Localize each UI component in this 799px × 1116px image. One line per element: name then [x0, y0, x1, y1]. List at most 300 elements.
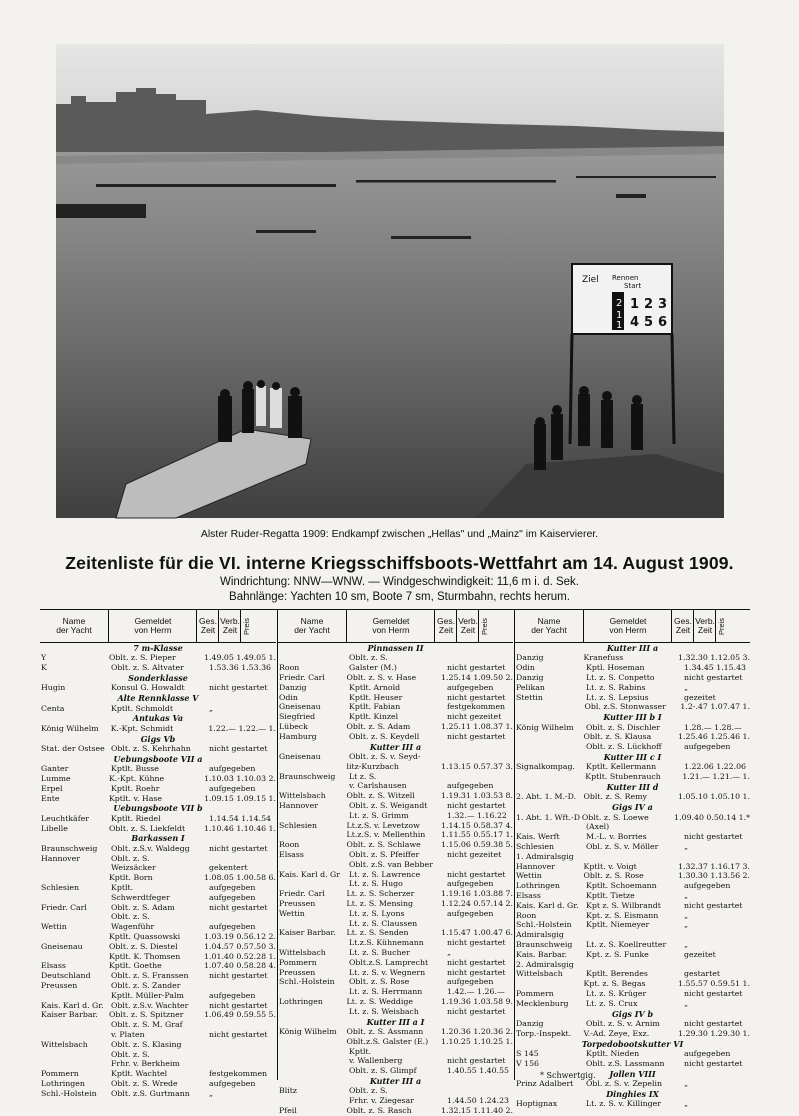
header-name: Name der Yacht [531, 616, 567, 635]
class-heading: Pinnassen II [367, 643, 424, 653]
entrant-name: Oblt. z. S. Lückhoff [586, 742, 662, 752]
result-times: „ [684, 841, 689, 851]
table-row [278, 860, 513, 870]
entrant-name: Oblt. z. S. Adam [346, 721, 411, 731]
yacht-name: König Wilhelm [516, 722, 574, 732]
result-times: 1.2-.47 1.07.47 1. [680, 702, 750, 712]
rows-column-2 [278, 643, 513, 1116]
header-gemeldet: Gemeldet von Herrn [108, 610, 197, 642]
yacht-name: Pfeil [279, 1105, 297, 1115]
entrant-name: Kptlt. Berendes [586, 969, 648, 979]
table-row [40, 912, 276, 922]
yacht-name [40, 893, 111, 903]
result-times: 1.40.55 1.40.55 [447, 1066, 509, 1076]
result-times: nicht gestartet [447, 938, 506, 948]
class-heading: Kutter III a [606, 643, 659, 653]
header-verb-zeit: Verb. Zeit [218, 610, 241, 642]
entrant-name [586, 930, 684, 940]
page-title: Zeitenliste für die VI. interne Kriegsschiffsboots-Wettfahrt am 14. August 1909. [65, 553, 734, 573]
result-times: nicht gezeitet [447, 712, 502, 722]
table-row [40, 1001, 276, 1011]
table-row [278, 1096, 513, 1106]
result-times: 1.09.40 0.50.14 1.* [674, 812, 750, 822]
header-verb-zeit: Verb. Zeit [456, 610, 479, 642]
result-times: 1.25.14 1.09.50 2. [441, 673, 513, 682]
result-times: nicht gestartet [209, 1000, 268, 1010]
entrant-name: Oblt. z. S. Altvater [111, 663, 184, 673]
result-times: 1.04.57 0.57.50 3. [204, 941, 276, 951]
entrant-name: Kptlt. v. Voigt [583, 861, 637, 871]
table-row [515, 653, 750, 663]
result-times [684, 960, 750, 970]
class-heading: Antukas Va [132, 713, 184, 724]
result-times: aufgegeben [209, 922, 256, 932]
table-row [515, 772, 750, 782]
table-row [40, 961, 276, 971]
entrant-name: Lt. z. S. Grimm [349, 810, 409, 820]
result-times: 1.32.37 1.16.17 3. [678, 861, 750, 871]
result-times: nicht gezeitet [447, 849, 502, 859]
entrant-name: Kranefuss [583, 653, 624, 663]
result-times: aufgegeben [447, 977, 494, 987]
yacht-name: Braunschweig [279, 771, 336, 781]
table-row [40, 764, 276, 774]
table-row [515, 1049, 750, 1059]
entrant-name: Oblt. z. S. M. Graf [111, 1020, 183, 1030]
header-ges-zeit: Ges. Zeit [671, 610, 694, 642]
yacht-name [278, 781, 349, 791]
entrant-name: Weizsäcker [111, 863, 156, 873]
yacht-name: König Wilhelm [279, 1026, 337, 1036]
result-times: nicht gestartet [447, 1006, 506, 1016]
yacht-name: Roon [516, 910, 537, 920]
result-times [209, 1059, 276, 1069]
table-row [40, 1020, 276, 1030]
result-times: 1.19.36 1.03.58 9. [441, 996, 513, 1006]
result-times: nicht gestartet [209, 744, 268, 754]
yacht-name [278, 1096, 349, 1106]
table-row [40, 1059, 276, 1069]
board-num-4: 4 [630, 315, 640, 330]
result-times: nicht gestartet [684, 673, 743, 682]
result-times: aufgegeben [684, 1048, 731, 1058]
table-row [278, 653, 513, 663]
result-times [447, 653, 513, 663]
result-times: nicht gestartet [209, 971, 268, 981]
column-header [40, 610, 276, 643]
table-row [278, 958, 513, 968]
entrant-name: Oblt. z. S. Klausa [583, 732, 652, 742]
photo-caption: Alster Ruder-Regatta 1909: Endkampf zwischen „Hellas" und „Mainz" im Kaiservierer. [200, 528, 599, 540]
result-times: nicht gestartet [447, 1056, 506, 1066]
yacht-name: Schlesien [516, 841, 554, 851]
entrant-name: Oblt. z. S. [349, 653, 388, 663]
yacht-name: Danzig [516, 653, 544, 663]
table-row [40, 981, 276, 991]
table-row [278, 811, 513, 821]
table-row [515, 969, 750, 979]
table-row [515, 732, 750, 742]
result-times: nicht gestartet [447, 692, 506, 702]
result-times: 1.53.36 1.53.36 [209, 663, 271, 673]
yacht-name: Kaiser Barbar. [41, 1010, 98, 1020]
table-row [40, 814, 276, 824]
result-times: 1.07.40 0.58.28 4. [204, 961, 276, 971]
yacht-name: Friedr. Carl [279, 889, 325, 899]
header-ges-zeit: Ges. Zeit [196, 610, 219, 642]
result-times: nicht gestartet [684, 832, 743, 842]
yacht-name: Lothringen [516, 881, 560, 891]
yacht-name [515, 822, 586, 832]
entrant-name: Oblt. z. S. Adam [111, 902, 175, 912]
result-times: 1.11.55 0.55.17 1. [441, 830, 513, 840]
entrant-name: Lt. z. S. Herrmann [349, 987, 423, 997]
yacht-name: Pelikan [516, 682, 545, 692]
entrant-name: Lt. z. S. Lawrence [349, 869, 421, 879]
class-heading: Uebungsboote VII a [113, 753, 203, 764]
result-times: gekentert [209, 863, 248, 873]
result-times: nicht gestartet [447, 731, 506, 741]
entrant-name: Kptl. Hoseman [586, 663, 645, 673]
table-row [40, 883, 276, 893]
table-row [515, 663, 750, 673]
entrant-name: Oblt. z. S. Rose [583, 871, 644, 881]
table-row [515, 930, 750, 940]
table-row [40, 774, 276, 784]
table-row [515, 979, 750, 989]
yacht-name: Lothringen [279, 996, 323, 1006]
table-row [278, 693, 513, 703]
yacht-name [278, 879, 349, 889]
yacht-name: Stettin [516, 692, 543, 702]
entrant-name: Oblt. z. S. Spitzner [108, 1010, 184, 1020]
entrant-name [586, 960, 684, 970]
table-row [515, 832, 750, 842]
yacht-name: Friedr. Carl [41, 902, 87, 912]
board-num-5: 5 [644, 315, 654, 330]
yacht-name: Preussen [279, 898, 316, 908]
yacht-name [40, 873, 109, 883]
table-row [278, 673, 513, 683]
result-times: 1.14.54 1.14.54 [209, 813, 271, 823]
result-times: 1.32.— 1.16.22 [447, 810, 507, 820]
result-times: festgekommen [447, 702, 506, 712]
class-heading: Kutter III a I [366, 1016, 425, 1027]
table-row [40, 1040, 276, 1050]
result-times [209, 1020, 276, 1030]
result-times [447, 919, 513, 929]
yacht-name [515, 772, 585, 782]
table-row [515, 940, 750, 950]
table-row [278, 919, 513, 929]
entrant-name: Oblt. z. S. Franssen [111, 971, 189, 981]
yacht-name [40, 1020, 111, 1030]
result-times: nicht gestartet [209, 843, 268, 853]
entrant-name: K.-Kpt. Schmidt [110, 723, 174, 733]
yacht-name [278, 762, 347, 772]
result-times [684, 930, 750, 940]
yacht-name: Friedr. Carl [279, 673, 325, 682]
entrant-name: Oblt. z.S. Gurtmann [111, 1088, 190, 1098]
yacht-name [278, 919, 349, 929]
table-row [40, 971, 276, 981]
entrant-name: Kpt. z. S. Begas [583, 979, 646, 989]
entrant-name: Frhr. v. Ziegesar [349, 1096, 414, 1106]
entrant-name: Frhr. v. Berkheim [111, 1059, 180, 1069]
result-times: 1.29.30 1.29.30 1. [678, 1028, 750, 1038]
yacht-name [40, 863, 111, 873]
result-times: 1.44.50 1.24.23 [447, 1096, 509, 1106]
yacht-name: K [41, 663, 47, 673]
table-row [40, 704, 276, 714]
table-row [278, 1047, 513, 1057]
table-row [278, 909, 513, 919]
table-row [515, 822, 750, 832]
result-times: nicht gestartet [447, 869, 506, 879]
entrant-name: Kptlt. Schmoldt [111, 703, 173, 713]
table-row [40, 952, 276, 962]
header-preis [715, 610, 728, 642]
table-row [278, 870, 513, 880]
table-row [278, 1066, 513, 1076]
table-row [515, 673, 750, 683]
entrant-name: Lt. z. S. v. Wegnern [349, 967, 426, 977]
entrant-name: Oblt. z. S. Witzell [346, 791, 415, 801]
result-times: nicht gestartet [684, 1058, 743, 1068]
class-heading: 7 m-Klasse [133, 643, 183, 653]
entrant-name: Oblt. z. S. v. Arnim [586, 1018, 660, 1028]
yacht-name [278, 860, 349, 870]
entrant-name: Kptlt. Nieden [586, 1048, 640, 1058]
yacht-name: Wettin [279, 908, 305, 918]
yacht-name [515, 732, 584, 742]
regatta-photo [56, 44, 724, 518]
yacht-name [515, 979, 584, 989]
entrant-name: Galster (M.) [349, 663, 397, 673]
entrant-name: Lt. z. S. Scherzer [346, 889, 415, 899]
footnote: * Schwertgig. [540, 1071, 596, 1080]
table-row [278, 683, 513, 693]
entrant-name: Oblt. z. S. Remy [583, 792, 647, 802]
class-heading: Gigs Vb [140, 733, 176, 744]
table-row [278, 1037, 513, 1047]
entrant-name: Lt. z. S. Krüger [586, 988, 647, 998]
table-row [278, 879, 513, 889]
entrant-name: Lt. z. S. Crux [586, 998, 638, 1008]
class-heading: Kutter III a [369, 741, 422, 752]
entrant-name: Oblt.z.S. Galster (E.) [346, 1036, 429, 1046]
yacht-name: Lothringen [41, 1078, 85, 1088]
class-heading: Gigs IV a [612, 802, 653, 813]
yacht-name: Erpel [41, 783, 63, 793]
header-gemeldet: Gemeldet von Herrn [583, 610, 672, 642]
result-times: „ [684, 920, 689, 930]
yacht-name [40, 952, 109, 962]
table-row [278, 997, 513, 1007]
yacht-name: Wettin [41, 922, 67, 932]
class-heading: Torpedobootskutter VI [581, 1038, 684, 1049]
header-preis-label: Preis [480, 617, 490, 635]
table-row [515, 1099, 750, 1109]
yacht-name: Hugin [41, 683, 66, 693]
header-preis-label: Preis [242, 617, 252, 635]
result-times: gestartet [684, 969, 720, 979]
result-times: 1.32.30 1.12.05 3. [678, 653, 750, 663]
entrant-name: Lt. z. S. Rabins [586, 682, 646, 692]
table-row [278, 987, 513, 997]
result-times: „ [684, 998, 689, 1008]
table-row [515, 842, 750, 852]
yacht-name [40, 1030, 111, 1040]
result-times: nicht gestartet [447, 967, 506, 977]
result-times: „ [684, 682, 689, 692]
entrant-name: Oblt. z. S. Kehrhahn [111, 744, 191, 754]
entrant-name: Kptlt. Arnold [349, 682, 401, 692]
result-times: nicht gestartet [209, 683, 268, 693]
table-row [515, 693, 750, 703]
result-times: 1.10.03 1.10.03 2. [204, 774, 276, 784]
yacht-name: Danzig [516, 673, 544, 682]
table-row [515, 723, 750, 733]
table-row [515, 862, 750, 872]
table-row [515, 881, 750, 891]
result-times [209, 854, 276, 864]
entrant-name: Oblt. z. S. Rasch [346, 1105, 412, 1115]
table-row [40, 1069, 276, 1079]
table-row [278, 663, 513, 673]
table-row [278, 772, 513, 782]
yacht-name [515, 742, 586, 752]
entrant-name: Oblt. z. S. Assmann [346, 1026, 424, 1036]
table-row [278, 752, 513, 762]
yacht-name: Braunschweig [41, 843, 98, 853]
yacht-name: Braunschweig [516, 939, 573, 949]
entrant-name: Oblt. z. S. Dischler [586, 722, 661, 732]
result-times: aufgegeben [447, 781, 494, 791]
yacht-name: Roon [279, 663, 300, 673]
table-row [278, 948, 513, 958]
result-times: 1.30.30 1.13.56 2. [678, 871, 750, 881]
board-start: Start [624, 282, 642, 290]
yacht-name: Torp.-Inspekt. [516, 1028, 572, 1038]
result-times: festgekommen [209, 1069, 268, 1079]
class-heading: Kutter III c I [603, 751, 662, 762]
yacht-name: 1. Admiralsgig [516, 851, 574, 861]
result-times [447, 1047, 513, 1057]
yacht-name [40, 912, 111, 922]
entrant-name: Lt. z. S. Conpetto [586, 673, 655, 682]
entrant-name: Oblt.z.S. Lamprecht [349, 957, 429, 967]
result-times: „ [684, 1078, 689, 1088]
table-row [278, 821, 513, 831]
board-ziel: Ziel [582, 275, 599, 285]
result-times: 1.09.15 1.09.15 1. [204, 793, 276, 803]
result-times: 1.05.10 1.05.10 1. [678, 792, 750, 802]
yacht-name: Ganter [41, 764, 69, 774]
yacht-name: Kais. Karl d. Gr. [41, 1000, 104, 1010]
board-mark-1: 2 [616, 298, 623, 309]
yacht-name: 2. Admiralsgig [516, 959, 574, 969]
yacht-name: Y [41, 653, 47, 663]
entrant-name: Kptlt. Roehr [111, 783, 160, 793]
entrant-name: Lt.z.S. Kühnemann [349, 938, 424, 948]
yacht-name: Schlesien [41, 883, 79, 892]
table-row [40, 653, 276, 663]
result-times: nicht gestartet [684, 988, 743, 998]
yacht-name: Kaiser Barbar. [279, 928, 336, 938]
table-row [515, 1059, 750, 1069]
yacht-name: Ente [41, 793, 60, 803]
table-row [515, 852, 750, 862]
result-times: 1.55.57 0.59.51 1. [678, 979, 750, 989]
result-times: aufgegeben [684, 742, 731, 752]
entrant-name: Kptlt. Goethe [108, 961, 162, 971]
result-times: gezeitet [684, 692, 716, 702]
entrant-name [586, 852, 684, 862]
table-row [40, 1050, 276, 1060]
yacht-name: Leuchtkäfer [41, 813, 89, 823]
yacht-name: Kais. Barbar. [516, 949, 568, 959]
yacht-name: Blitz [279, 1086, 297, 1096]
result-times: aufgegeben [447, 879, 494, 889]
yacht-name: Kais. Karl d. Gr [279, 869, 341, 879]
table-row [515, 813, 750, 823]
yacht-name: Wittelsbach [279, 791, 326, 801]
entrant-name: Oblt. z. S. Loewe [581, 812, 649, 822]
result-times: 1.14.15 0.58.37 4. [441, 820, 513, 830]
result-times: 1.08.05 1.00.58 6. [204, 873, 276, 883]
yacht-name: Gneisenau [279, 702, 321, 712]
yacht-name: Elsass [516, 890, 541, 900]
yacht-name: Admiralsgig [516, 930, 564, 940]
header-name: Name der Yacht [56, 616, 92, 635]
header-preis [478, 610, 491, 642]
result-times: aufgegeben [209, 892, 256, 902]
result-times: aufgegeben [209, 764, 256, 774]
result-times: 1.21.— 1.21.— 1. [682, 772, 750, 782]
entrant-name: Wagenführ [111, 922, 155, 932]
result-times: nicht gestartet [209, 902, 268, 912]
table-row [515, 891, 750, 901]
yacht-name [278, 811, 349, 821]
yacht-name [278, 1037, 347, 1047]
table-row [515, 1019, 750, 1029]
entrant-name: Konsul G. Howaldt [111, 683, 185, 693]
yacht-name: Preussen [41, 980, 78, 990]
yacht-name: Centa [41, 703, 65, 713]
yacht-name: Libelle [41, 823, 68, 833]
table-row [515, 950, 750, 960]
yacht-name: Pommern [279, 957, 317, 967]
table-row [40, 784, 276, 794]
entrant-name: Kptlt. Fabian [349, 702, 401, 712]
result-times [209, 1040, 276, 1050]
table-row [515, 920, 750, 930]
entrant-name: Lt.z.S. v. Levetzow [346, 820, 420, 830]
yacht-name [40, 1059, 111, 1069]
table-row [515, 1079, 750, 1089]
table-row [515, 960, 750, 970]
yacht-name: Wittelsbach [279, 947, 326, 957]
table-row [278, 722, 513, 732]
result-times: „ [209, 1088, 214, 1098]
entrant-name: Oblt. z. S. Keydell [349, 731, 420, 741]
table-row [278, 1007, 513, 1017]
yacht-name: Kais. Karl d. Gr. [516, 900, 579, 910]
table-row [40, 893, 276, 903]
entrant-name: Lt. z. S. Lepsius [586, 692, 649, 702]
result-times: 1.12.24 0.57.14 2. [441, 898, 513, 908]
